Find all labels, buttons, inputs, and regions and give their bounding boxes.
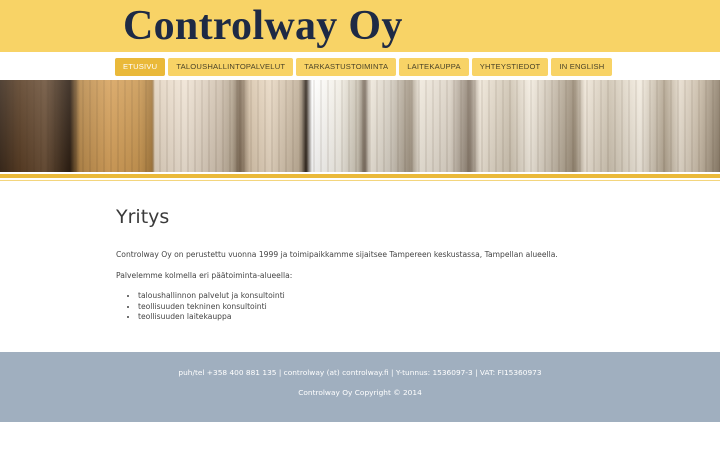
header-banner-image — [0, 80, 720, 172]
banner-divider-thin — [0, 180, 720, 181]
nav-item-laitekauppa[interactable]: LAITEKAUPPA — [399, 58, 469, 76]
site-footer — [0, 352, 720, 422]
nav-item-taloushallintopalvelut[interactable]: TALOUSHALLINTOPALVELUT — [168, 58, 293, 76]
nav-item-yhteystiedot[interactable]: YHTEYSTIEDOT — [472, 58, 549, 76]
services-intro: Palvelemme kolmella eri päätoiminta-alueella: — [116, 271, 293, 280]
site-header — [0, 0, 720, 52]
list-item: • teollisuuden laitekauppa — [138, 312, 616, 323]
footer-copyright: Controlway Oy Copyright © 2014 — [298, 388, 422, 397]
banner-divider — [0, 174, 720, 178]
footer-contact: puh/tel +358 400 881 135 | controlway (at) controlway.fi | Y-tunnus: 1536097-3 | VAT: FI15360973 — [178, 368, 542, 377]
nav-item-etusivu[interactable]: ETUSIVU — [115, 58, 165, 76]
site-logo[interactable]: Controlway Oy — [123, 3, 403, 49]
nav-item-in-english[interactable]: IN ENGLISH — [551, 58, 612, 76]
services-list — [116, 291, 616, 323]
list-item: • teollisuuden tekninen konsultointi — [138, 302, 616, 313]
main-content — [116, 205, 616, 323]
page-title: Yritys — [116, 206, 170, 228]
list-item: • taloushallinnon palvelut ja konsultointi — [138, 291, 616, 302]
nav-item-tarkastustoiminta[interactable]: TARKASTUSTOIMINTA — [296, 58, 396, 76]
nav-items — [115, 58, 612, 76]
main-navigation — [0, 52, 720, 80]
intro-paragraph: Controlway Oy on perustettu vuonna 1999 ja toimipaikkamme sijaitsee Tampereen keskustassa, Tampellan alueella. — [116, 250, 558, 259]
